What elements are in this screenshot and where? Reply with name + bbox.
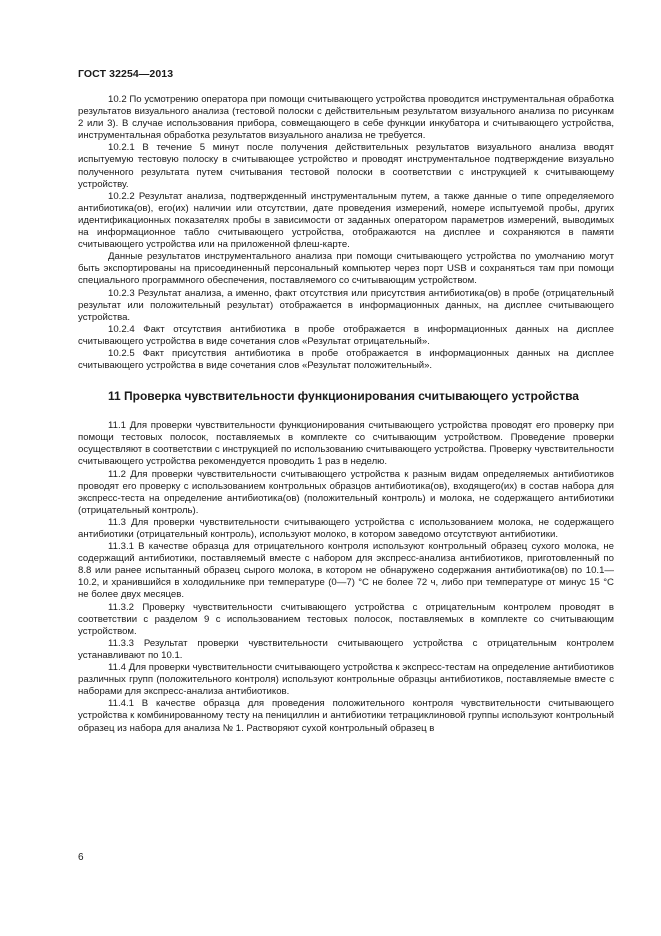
document-header: ГОСТ 32254—2013 — [78, 68, 174, 80]
paragraph-11-4: 11.4 Для проверки чувствительности считывающего устройства к экспресс-тестам на определение антибиотиков различных групп (положительного контроля) используют контрольные образцы антибиотиков, поставляемые вместе с наборами для экспресс-анализа антибиотиков. — [78, 662, 614, 698]
paragraph-11-4-1: 11.4.1 В качестве образца для проведения положительного контроля чувствительности считывающего устройства к комбинированному тесту на пенициллин и антибиотики тетрациклиновой группы используют контрольный образец из набора для анализа № 1. Растворяют сухой контрольный образец в — [78, 698, 614, 734]
section-title-11: 11 Проверка чувствительности функционирования считывающего устройства — [108, 389, 579, 404]
paragraph-11-3-3: 11.3.3 Результат проверки чувствительности считывающего устройства с отрицательным контролем устанавливают по 10.1. — [78, 637, 614, 661]
paragraph-10-2-2: 10.2.2 Результат анализа, подтвержденный инструментальным путем, а также данные о типе определяемого антибиотика(ов), его(их) наличии или отсутствии, дате проведения измерений, номере испытуемой пробы, других идентификационных показателях пробы в зависимости от заданных оператором параметров измерений, выводимых на информационное табло считывающего устройства, отображаются на дисплее и сохраняются в памяти считывающего устройства или на приложенной флеш-карте. — [78, 190, 614, 251]
page-number: 6 — [78, 852, 84, 863]
paragraph-11-2: 11.2 Для проверки чувствительности считывающего устройства к разным видам определяемых антибиотиков проводят его проверку с использованием контрольных образцов антибиотика(ов), входящего(их) в состав набора для экспресс-теста на определение антибиотика(ов) (положительный контроль) и молока, не содержащего антибиотики (отрицательный контроль). — [78, 468, 614, 516]
paragraph-11-1: 11.1 Для проверки чувствительности функционирования считывающего устройства проводят его проверку при помощи тестовых полосок, поставляемых в комплекте со считывающим устройством. Проведение проверки осуществляют в соответствии с инструкцией по использованию считывающего устройства. Проверку чувствительности считывающего устройства рекомендуется проводить 1 раз в неделю. — [78, 420, 614, 468]
document-body — [78, 94, 614, 735]
paragraph-10-2-3: 10.2.3 Результат анализа, а именно, факт отсутствия или присутствия антибиотика(ов) в пробе (отрицательный результат или положительный результат) отображается в информационных данных, на дисплее считывающего устройства. — [78, 287, 614, 323]
paragraph-10-2: 10.2 По усмотрению оператора при помощи считывающего устройства проводится инструментальная обработка результатов визуального анализа (тестовой полоски с действительным результатом визуального анализа по рисункам 2 или 3). В случае использования прибора, совмещающего в себе функции инкубатора и считывающего устройства, инструментальная обработка результатов визуального анализа не требуется. — [78, 94, 614, 142]
paragraph-10-2-2-export: Данные результатов инструментального анализа при помощи считывающего устройства по умолчанию могут быть экспортированы на присоединенный персональный компьютер через порт USB и сохраняться там при помощи специального программного обеспечения, поставляемого со считывающим устройством. — [78, 251, 614, 287]
paragraph-11-3-2: 11.3.2 Проверку чувствительности считывающего устройства с отрицательным контролем проводят в соответствии с разделом 9 с использованием тестовых полосок, поставляемых в комплекте со считывающим устройством. — [78, 601, 614, 637]
paragraph-11-3-1: 11.3.1 В качестве образца для отрицательного контроля используют контрольный образец сухого молока, не содержащий антибиотики, поставляемый вместе с набором для экспресс-анализа антибиотиков, приготовленный по 8.8 или ранее испытанный образец сырого молока, в котором не обнаружено содержания антибиотика(ов) по 10.1—10.2, и хранившийся в холодильнике при температуре (0—7) °С не более 72 ч, либо при температуре от минус 15 °С не более двух месяцев. — [78, 541, 614, 601]
paragraph-10-2-1: 10.2.1 В течение 5 минут после получения действительных результатов визуального анализа вводят испытуемую тестовую полоску в считывающее устройство и проводят инструментальное подтверждение визуально полученного результата путем считывания тестовой полоски в соответствии с инструкцией к считывающему устройству. — [78, 142, 614, 190]
paragraph-11-3: 11.3 Для проверки чувствительности считывающего устройства с использованием молока, не содержащего антибиотики (отрицательный контроль), используют молоко, в котором заведомо отсутствуют антибиотики. — [78, 516, 614, 540]
paragraph-10-2-4: 10.2.4 Факт отсутствия антибиотика в пробе отображается в информационных данных на дисплее считывающего устройства в виде сочетания слов «Результат отрицательный». — [78, 323, 614, 347]
paragraph-10-2-5: 10.2.5 Факт присутствия антибиотика в пробе отображается в информационных данных на дисплее считывающего устройства в виде сочетания слов «Результат положительный». — [78, 347, 614, 372]
